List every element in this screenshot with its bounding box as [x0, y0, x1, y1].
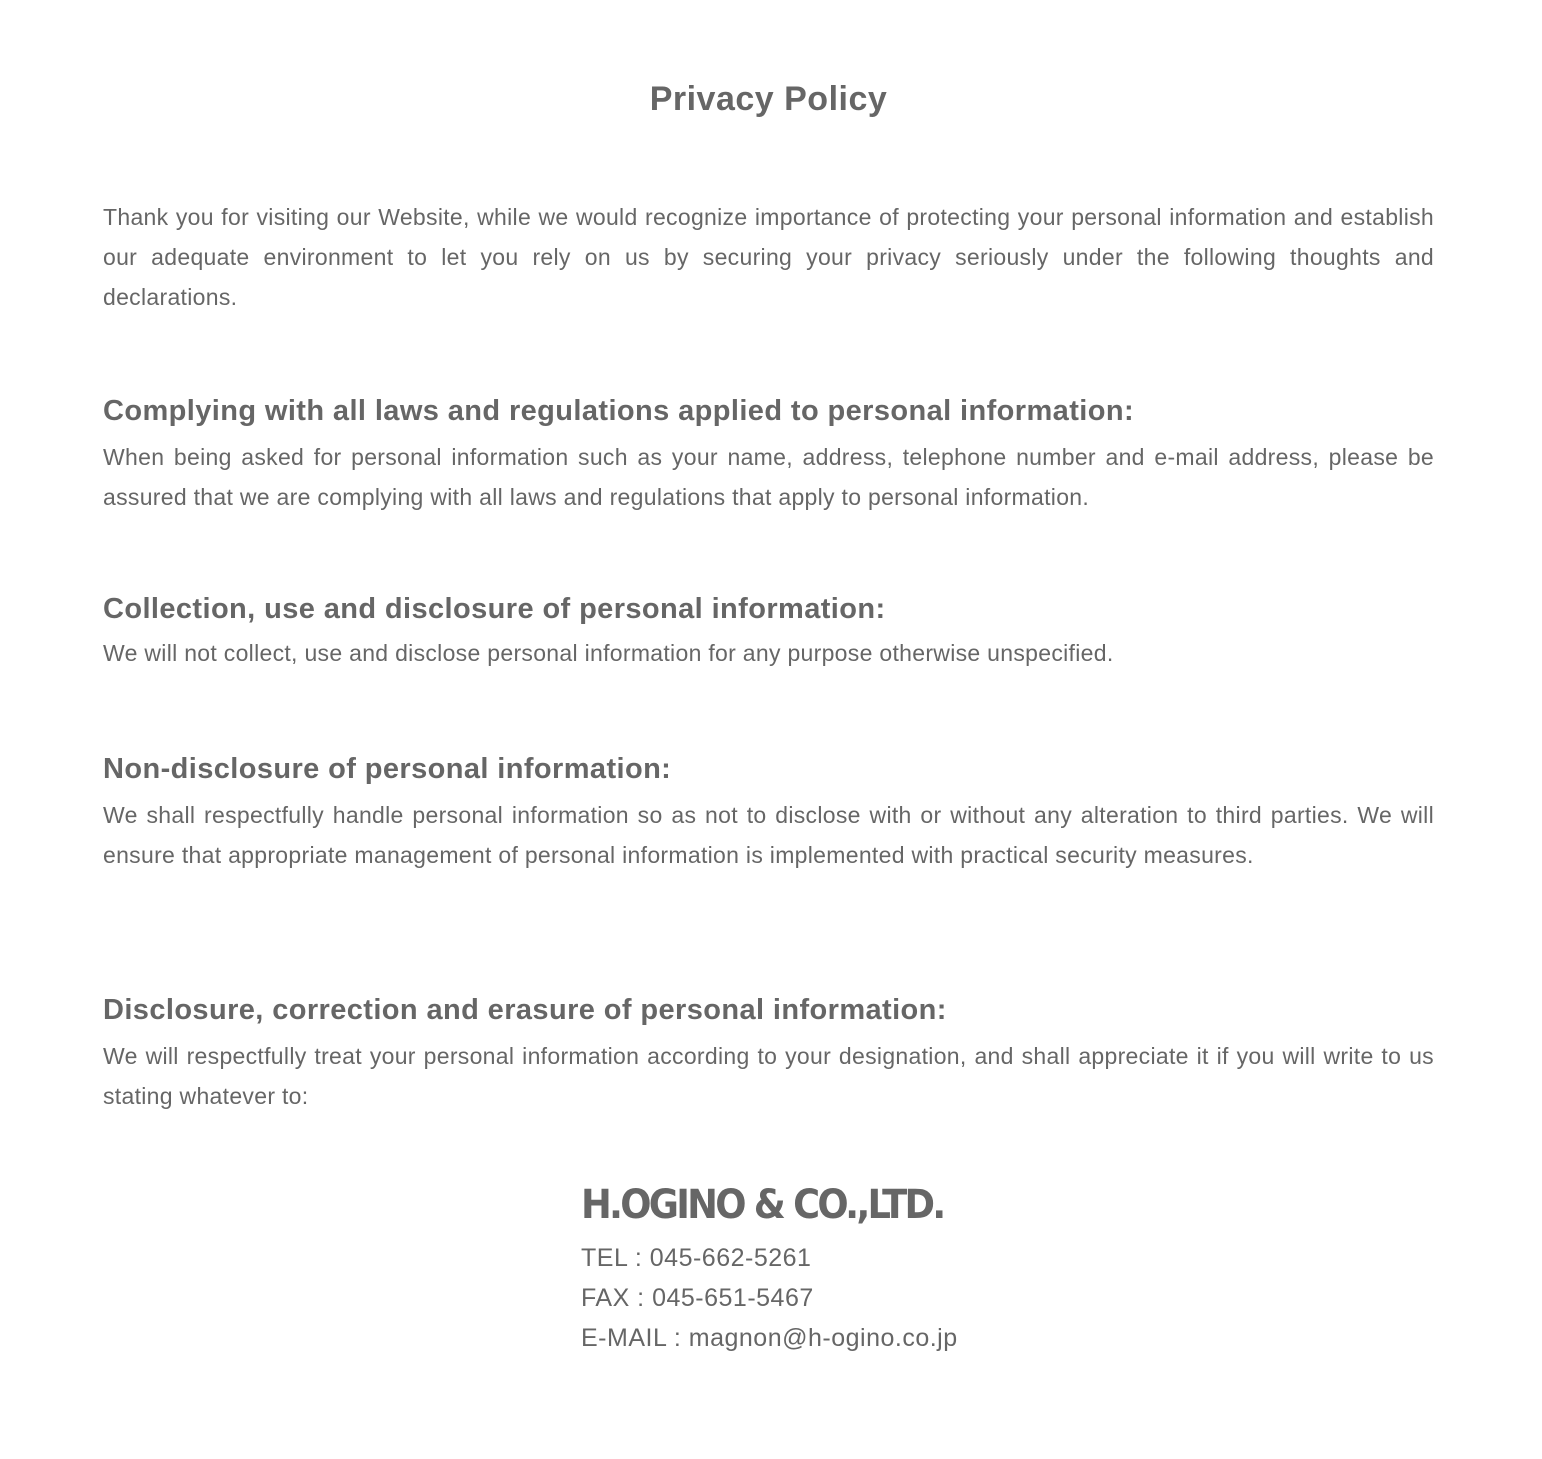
contact-tel: TEL : 045-662-5261	[581, 1244, 812, 1272]
section-body: When being asked for personal information such as your name, address, telephone number and e-mail address, please be assured that we are complying with all laws and regulations that apply to personal information.	[103, 444, 1434, 510]
section-laws-compliance	[103, 393, 1434, 517]
section-heading: Collection, use and disclosure of personal information:	[103, 593, 886, 625]
section-heading: Non-disclosure of personal information:	[103, 753, 672, 785]
section-body: We will not collect, use and disclose personal information for any purpose otherwise unspecified.	[103, 640, 1114, 666]
page-title: Privacy Policy	[649, 80, 888, 118]
contact-fax: FAX : 045-651-5467	[581, 1284, 814, 1312]
section-body: We will respectfully treat your personal information according to your designation, and shall appreciate it if you will write to us stating whatever to:	[103, 1043, 1434, 1109]
contact-block	[581, 1183, 1001, 1358]
section-non-disclosure	[103, 751, 1434, 875]
section-heading: Disclosure, correction and erasure of personal information:	[103, 994, 947, 1026]
section-collection-use-disclosure	[103, 591, 1434, 673]
section-heading: Complying with all laws and regulations applied to personal information:	[103, 395, 1134, 427]
contact-lines	[581, 1238, 1001, 1358]
section-disclosure-correction-erasure	[103, 992, 1434, 1116]
contact-email: E-MAIL : magnon@h-ogino.co.jp	[581, 1324, 958, 1352]
section-body: We shall respectfully handle personal information so as not to disclose with or without any alteration to third parties. We will ensure that appropriate management of personal information is implemented with practical security measures.	[103, 802, 1434, 868]
intro-paragraph: Thank you for visiting our Website, while we would recognize importance of protecting your personal information and establish our adequate environment to let you rely on us by securing your privacy seriously under the following thoughts and declarations.	[103, 204, 1434, 310]
company-logo: H.OGINO & CO.,LTD.	[581, 1182, 944, 1228]
